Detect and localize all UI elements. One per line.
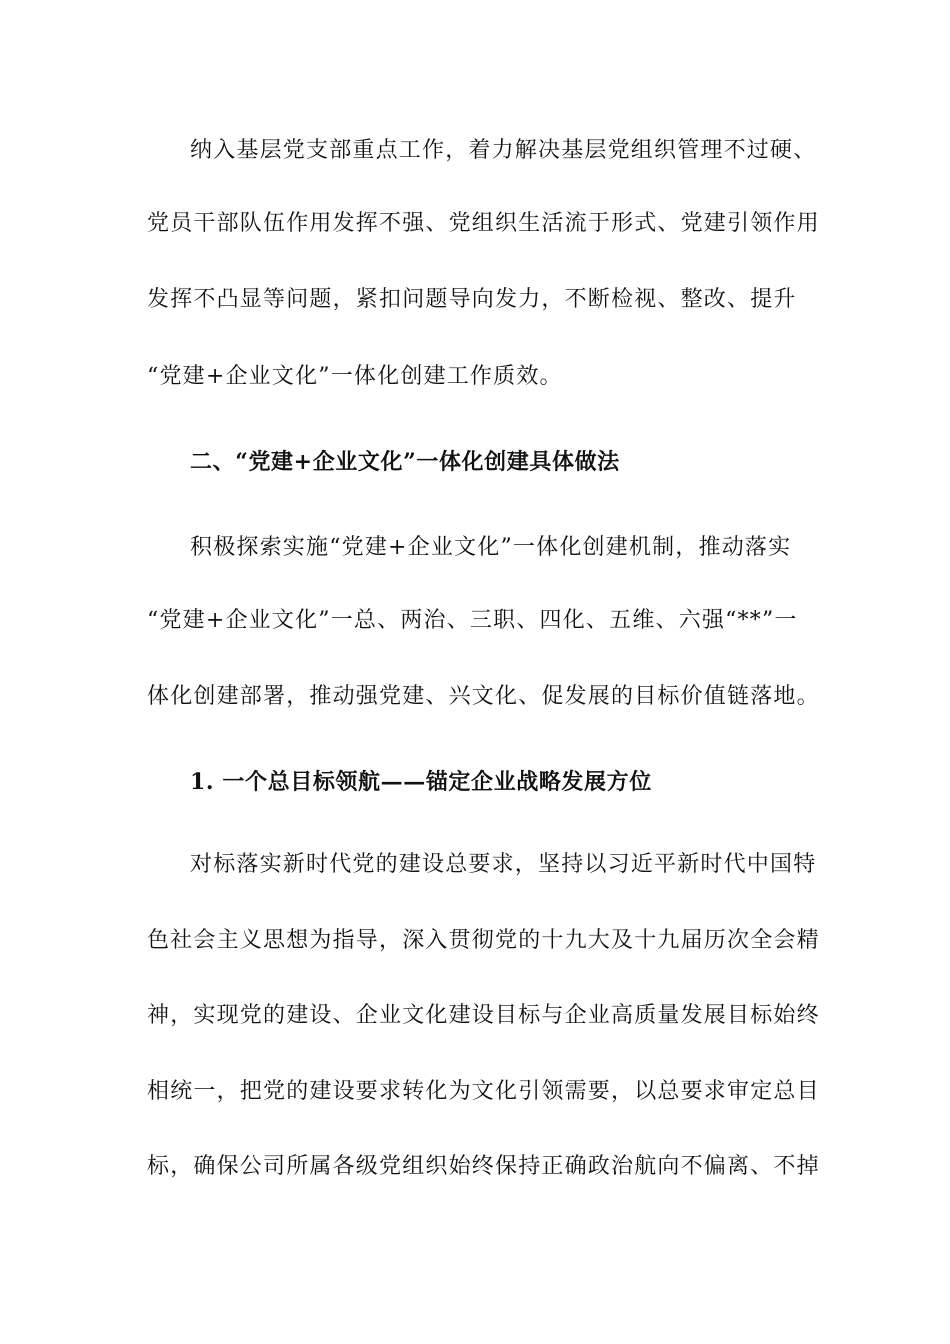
section-heading: 二、“党建+企业文化”一体化创建具体做法 — [190, 449, 620, 475]
paragraph-line: “党建+企业文化”一体化创建工作质效。 — [147, 364, 563, 389]
paragraph-line: 标，确保公司所属各级党组织始终保持正确政治航向不偏离、不掉 — [147, 1154, 820, 1179]
paragraph-line: 体化创建部署，推动强党建、兴文化、促发展的目标价值链落地。 — [147, 684, 820, 709]
paragraph-line: 对标落实新时代党的建设总要求，坚持以习近平新时代中国特 — [190, 852, 817, 877]
paragraph-line: 纳入基层党支部重点工作，着力解决基层党组织管理不过硬、 — [190, 138, 817, 163]
paragraph-line: 积极探索实施“党建+企业文化”一体化创建机制，推动落实 — [190, 535, 792, 560]
paragraph-line: 色社会主义思想为指导，深入贯彻党的十九大及十九届历次全会精 — [147, 928, 820, 953]
paragraph-line: 发挥不凸显等问题，紧扣问题导向发力，不断检视、整改、提升 — [147, 287, 797, 312]
paragraph-line: 神，实现党的建设、企业文化建设目标与企业高质量发展目标始终 — [147, 1003, 820, 1028]
paragraph-line: 党员干部队伍作用发挥不强、党组织生活流于形式、党建引领作用 — [147, 211, 820, 236]
subsection-heading: 1. 一个总目标领航——锚定企业战略发展方位 — [190, 769, 652, 795]
paragraph-line: 相统一，把党的建设要求转化为文化引领需要，以总要求审定总目 — [147, 1079, 820, 1104]
paragraph-line: “党建+企业文化”一总、两治、三职、四化、五维、六强“**”一 — [147, 608, 798, 633]
